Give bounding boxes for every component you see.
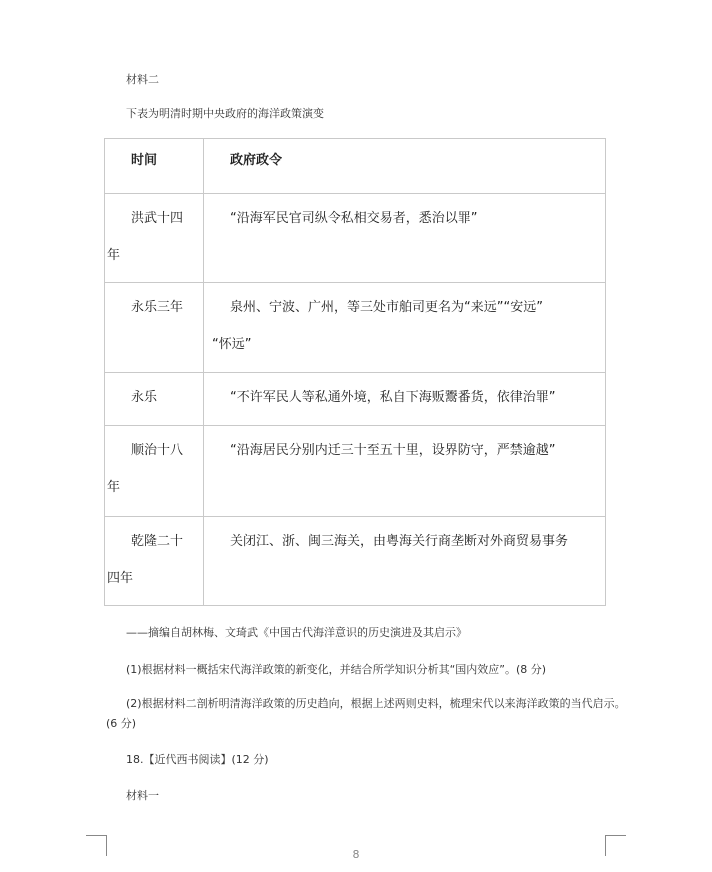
table-row [105, 516, 605, 606]
row-time-cont: 四年 [107, 571, 134, 586]
row-order: “沿海居民分别内迁三十至五十里，设界防守，严禁逾越” [230, 443, 556, 458]
table-row [105, 372, 605, 425]
question-1: (1)根据材料一概括宋代海洋政策的新变化，并结合所学知识分析其“国内效应”。(8 分) [126, 663, 547, 676]
policy-table [104, 138, 606, 606]
table-row [105, 282, 605, 372]
row-time: 永乐三年 [131, 300, 184, 315]
table-header-row [105, 139, 605, 193]
table-row [105, 193, 605, 282]
table-intro: 下表为明清时期中央政府的海洋政策演变 [126, 107, 324, 120]
row-time: 顺治十八 [131, 443, 184, 458]
header-order: 政府政令 [230, 153, 283, 168]
row-order: “不许军民人等私通外境，私自下海贩鬻番货，依律治罪” [230, 390, 556, 405]
row-time: 永乐 [131, 390, 158, 405]
section-18-heading: 18.【近代西书阅读】(12 分) [126, 753, 269, 766]
row-order: “沿海军民官司纵令私相交易者，悉治以罪” [230, 211, 478, 226]
row-time: 乾隆二十 [131, 534, 184, 549]
header-time: 时间 [131, 153, 158, 168]
row-order-cont: “怀远” [212, 337, 252, 352]
table-row [105, 425, 605, 516]
question-2-line-1: (2)根据材料二剖析明清海洋政策的历史趋向，根据上述两则史料，梳理宋代以来海洋政策的当代启示。 [126, 697, 626, 710]
row-time-cont: 年 [107, 480, 121, 495]
page-number: 8 [352, 848, 360, 861]
row-time: 洪武十四 [131, 211, 184, 226]
row-order: 泉州、宁波、广州，等三处市舶司更名为“来远”“安远” [230, 300, 543, 315]
material-one-label: 材料一 [126, 789, 159, 802]
row-order: 关闭江、浙、闽三海关，由粤海关行商垄断对外商贸易事务 [230, 534, 569, 549]
row-time-cont: 年 [107, 248, 121, 263]
question-2-line-2: (6 分) [106, 717, 137, 730]
citation: ——摘编自胡林梅、文琦武《中国古代海洋意识的历史演进及其启示》 [126, 626, 467, 639]
material-label: 材料二 [126, 73, 159, 86]
